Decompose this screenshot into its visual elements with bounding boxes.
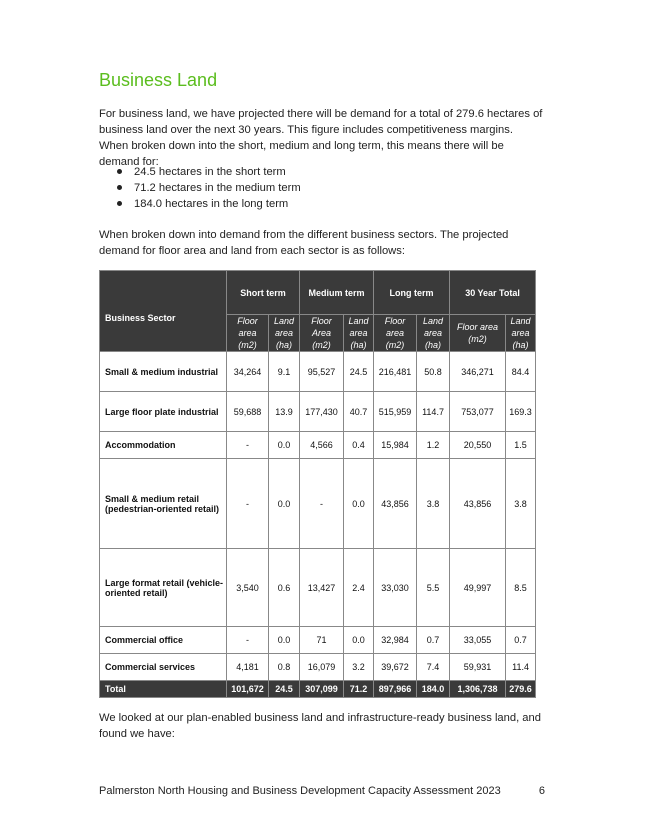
section-heading: Business Land: [99, 70, 218, 90]
value-cell: 11.4: [506, 654, 536, 681]
group-header: 30 Year Total: [450, 271, 536, 315]
group-header: Short term: [227, 271, 300, 315]
value-cell: 169.3: [506, 392, 536, 432]
value-cell: 15,984: [374, 432, 417, 459]
total-label: Total: [100, 681, 227, 698]
sub-header: Land area (ha): [269, 315, 300, 352]
value-cell: 8.5: [506, 549, 536, 627]
value-cell: 4,566: [300, 432, 344, 459]
value-cell: 59,931: [450, 654, 506, 681]
value-cell: 753,077: [450, 392, 506, 432]
total-cell: 279.6: [506, 681, 536, 698]
sub-header: Floor Area (m2): [300, 315, 344, 352]
value-cell: 7.4: [417, 654, 450, 681]
value-cell: 3.2: [344, 654, 374, 681]
value-cell: 71: [300, 627, 344, 654]
value-cell: 4,181: [227, 654, 269, 681]
value-cell: 33,055: [450, 627, 506, 654]
value-cell: 40.7: [344, 392, 374, 432]
value-cell: -: [227, 627, 269, 654]
list-item: [99, 164, 301, 180]
value-cell: 13,427: [300, 549, 344, 627]
sub-header: Land area (ha): [417, 315, 450, 352]
page-number: 6: [538, 785, 545, 797]
table-row: [100, 627, 536, 654]
value-cell: -: [300, 459, 344, 549]
value-cell: 24.5: [344, 352, 374, 392]
bullet-icon: [117, 185, 122, 190]
value-cell: 0.0: [344, 459, 374, 549]
value-cell: 9.1: [269, 352, 300, 392]
sector-cell: Commercial services: [100, 654, 227, 681]
business-demand-table: [99, 270, 536, 698]
closing-paragraph: We looked at our plan-enabled business land and infrastructure-ready business land, and found we have:: [99, 712, 541, 740]
sector-cell: Large floor plate industrial: [100, 392, 227, 432]
bullet-icon: [117, 201, 122, 206]
value-cell: -: [227, 432, 269, 459]
value-cell: 84.4: [506, 352, 536, 392]
value-cell: 1.5: [506, 432, 536, 459]
value-cell: 13.9: [269, 392, 300, 432]
value-cell: 16,079: [300, 654, 344, 681]
sector-cell: Small & medium retail (pedestrian-oriented retail): [100, 459, 227, 549]
total-cell: 307,099: [300, 681, 344, 698]
total-cell: 184.0: [417, 681, 450, 698]
footer-title: Palmerston North Housing and Business Development Capacity Assessment 2023: [99, 785, 501, 797]
value-cell: 0.0: [269, 627, 300, 654]
bullet-icon: [117, 169, 122, 174]
value-cell: 0.0: [344, 627, 374, 654]
term-demand-list: [99, 164, 301, 212]
value-cell: -: [227, 459, 269, 549]
value-cell: 43,856: [374, 459, 417, 549]
value-cell: 39,672: [374, 654, 417, 681]
table-row: [100, 432, 536, 459]
value-cell: 0.7: [506, 627, 536, 654]
table-row: [100, 392, 536, 432]
list-item-text: 71.2 hectares in the medium term: [134, 182, 301, 194]
value-cell: 0.0: [269, 432, 300, 459]
value-cell: 216,481: [374, 352, 417, 392]
value-cell: 49,997: [450, 549, 506, 627]
value-cell: 20,550: [450, 432, 506, 459]
sub-header: Floor area (m2): [374, 315, 417, 352]
table-row: [100, 654, 536, 681]
sector-cell: Large format retail (vehicle-oriented retail): [100, 549, 227, 627]
table-row: [100, 549, 536, 627]
total-cell: 101,672: [227, 681, 269, 698]
value-cell: 515,959: [374, 392, 417, 432]
table-row: [100, 352, 536, 392]
group-header: Medium term: [300, 271, 374, 315]
sub-header: Land area (ha): [506, 315, 536, 352]
value-cell: 50.8: [417, 352, 450, 392]
total-cell: 1,306,738: [450, 681, 506, 698]
sector-cell: Accommodation: [100, 432, 227, 459]
value-cell: 2.4: [344, 549, 374, 627]
sector-cell: Commercial office: [100, 627, 227, 654]
value-cell: 114.7: [417, 392, 450, 432]
value-cell: 95,527: [300, 352, 344, 392]
total-cell: 897,966: [374, 681, 417, 698]
value-cell: 3,540: [227, 549, 269, 627]
sector-column-header: Business Sector: [100, 271, 227, 352]
value-cell: 0.4: [344, 432, 374, 459]
value-cell: 3.8: [506, 459, 536, 549]
sub-header: Floor area (m2): [450, 315, 506, 352]
value-cell: 177,430: [300, 392, 344, 432]
value-cell: 0.0: [269, 459, 300, 549]
list-item-text: 184.0 hectares in the long term: [134, 198, 289, 210]
total-cell: 71.2: [344, 681, 374, 698]
total-cell: 24.5: [269, 681, 300, 698]
group-header: Long term: [374, 271, 450, 315]
value-cell: 34,264: [227, 352, 269, 392]
sector-cell: Small & medium industrial: [100, 352, 227, 392]
page-footer: [99, 785, 545, 797]
sub-header: Floor area (m2): [227, 315, 269, 352]
value-cell: 0.8: [269, 654, 300, 681]
value-cell: 59,688: [227, 392, 269, 432]
list-item: [99, 196, 301, 212]
value-cell: 43,856: [450, 459, 506, 549]
value-cell: 346,271: [450, 352, 506, 392]
value-cell: 1.2: [417, 432, 450, 459]
value-cell: 32,984: [374, 627, 417, 654]
value-cell: 0.7: [417, 627, 450, 654]
value-cell: 3.8: [417, 459, 450, 549]
intro-paragraph: For business land, we have projected there will be demand for a total of 279.6 hectares of business land over the next 30 years. This figure includes competitiveness margins. When broken down into the short, medium and long term, this means there will be demand for:: [99, 108, 543, 168]
list-item-text: 24.5 hectares in the short term: [134, 166, 286, 178]
value-cell: 33,030: [374, 549, 417, 627]
value-cell: 0.6: [269, 549, 300, 627]
total-row: [100, 681, 536, 698]
sector-intro-paragraph: When broken down into demand from the different business sectors. The projected demand for floor area and land from each sector is as follows:: [99, 229, 509, 257]
value-cell: 5.5: [417, 549, 450, 627]
table-row: [100, 459, 536, 549]
list-item: [99, 180, 301, 196]
sub-header: Land area (ha): [344, 315, 374, 352]
